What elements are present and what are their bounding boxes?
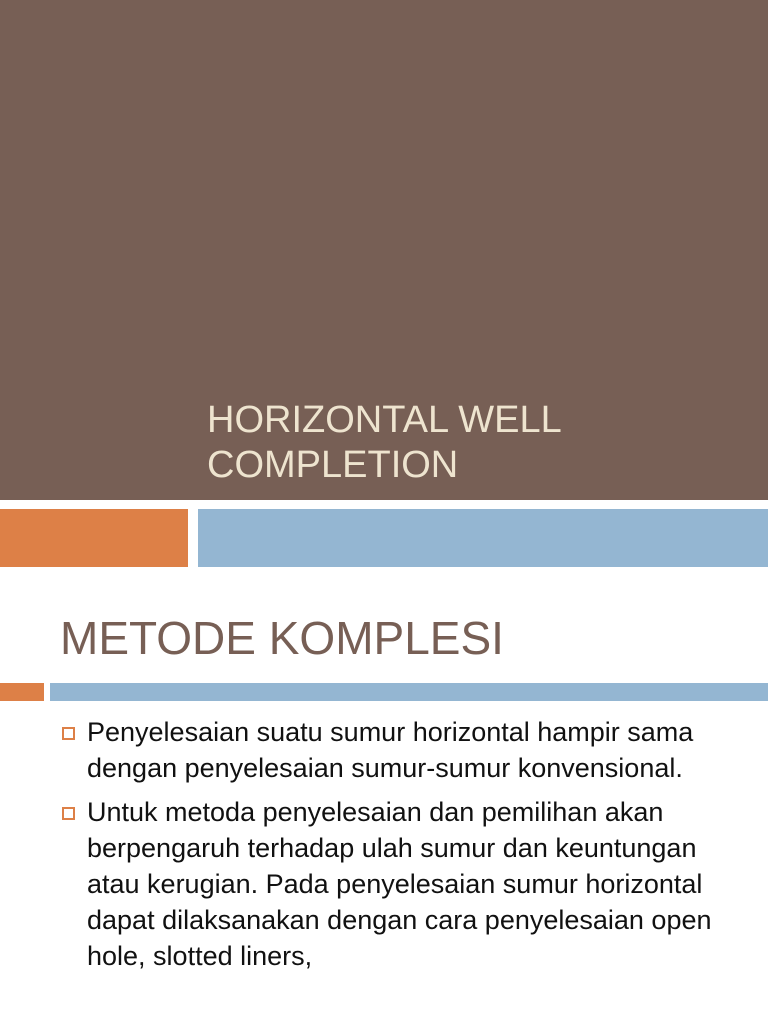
orange-divider-bar <box>0 683 44 701</box>
blue-accent-bar <box>198 509 768 567</box>
bullet-item <box>60 714 740 786</box>
hollow-square-bullet-icon <box>62 807 75 820</box>
content-slide <box>0 570 768 1024</box>
orange-accent-bar <box>0 509 188 567</box>
bullet-text: Penyelesaian suatu sumur horizontal hampir sama dengan penyelesaian sumur-sumur konvensional. <box>87 717 694 783</box>
title-background-panel <box>0 0 768 500</box>
hollow-square-bullet-icon <box>62 727 75 740</box>
slide-heading: METODE KOMPLESI <box>60 612 504 664</box>
bullet-text: Untuk metoda penyelesaian dan pemilihan akan berpengaruh terhadap ulah sumur dan keuntungan atau kerugian. Pada penyelesaian sumur horizontal dapat dilaksanakan dengan cara penyelesaian open hole, slotted liners, <box>87 797 712 971</box>
bullet-item <box>60 794 740 974</box>
slide-title: HORIZONTAL WELL COMPLETION <box>207 399 562 486</box>
blue-divider-bar <box>50 683 768 701</box>
bullet-list <box>60 714 740 982</box>
